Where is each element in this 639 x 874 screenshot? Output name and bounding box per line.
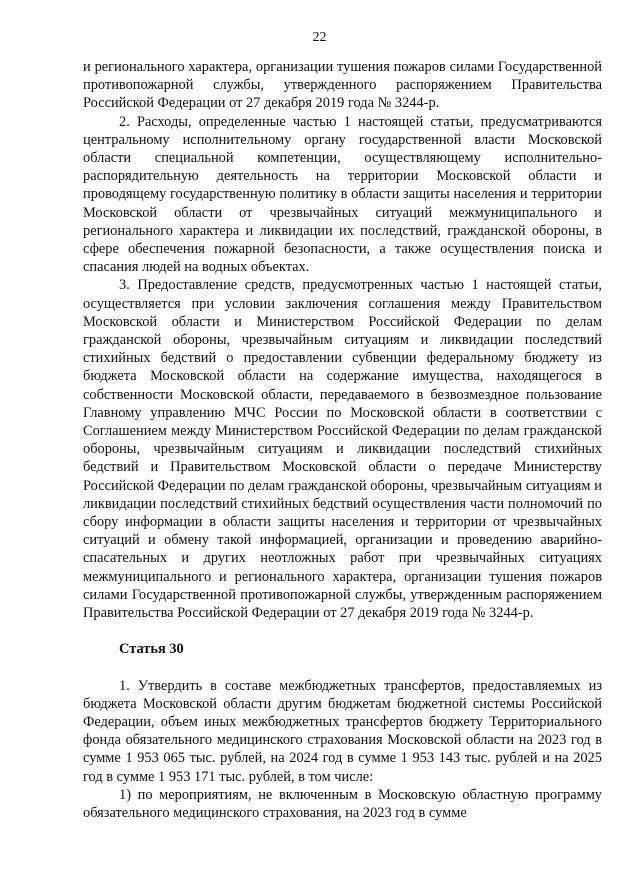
paragraph-2: 2. Расходы, определенные частью 1 настоящей статьи, предусматриваются центральному исполнительному органу государственной власти Московской области специальной компетенции, осуществляющему исполнительно-распорядительную деятельность на территории Московской области и проводящему государственную политику в области защиты населения и территории Московской области от чрезвычайных ситуаций межмуниципального и регионального характера и ликвидации их последствий, гражданской обороны, в сфере обеспечения пожарной безопасности, а также осуществления поиска и спасания людей на водных объектах. (83, 113, 602, 276)
article-item-1: 1) по мероприятиям, не включенным в Московскую областную программу обязательного медицинского страхования, на 2023 год в сумме (83, 786, 602, 821)
paragraph-continuation: и регионального характера, организации тушения пожаров силами Государственной противопожарной службы, утвержденного распоряжением Правительства Российской Федерации от 27 декабря 2019 года № 3244-р. (83, 59, 602, 112)
document-body (83, 58, 602, 822)
article-paragraph-1: 1. Утвердить в составе межбюджетных трансфертов, предоставляемых из бюджета Московской области другим бюджетам бюджетной системы Российской Федерации, объем иных межбюджетных трансфертов бюджету Территориального фонда обязательного медицинского страхования Московской области на 2023 год в сумме 1 953 065 тыс. рублей, на 2024 год в сумме 1 953 143 тыс. рублей и на 2025 год в сумме 1 953 171 тыс. рублей, в том числе: (83, 677, 602, 785)
page-number: 22 (312, 30, 327, 45)
paragraph-3: 3. Предоставление средств, предусмотренных частью 1 настоящей статьи, осуществляется при условии заключения соглашения между Правительством Московской области и Министерством Российской Федерации по делам гражданской обороны, чрезвычайным ситуациям и ликвидации последствий стихийных бедствий о предоставлении субвенции федеральному бюджету из бюджета Московской области на содержание имущества, находящегося в собственности Московской области, передаваемого в безвозмездное пользование Главному управлению МЧС России по Московской области в соответствии с Соглашением между Министерством Российской Федерации по делам гражданской обороны, чрезвычайным ситуациям и ликвидации последствий стихийных бедствий и Правительством Московской области о передаче Министерству Российской Федерации по делам гражданской обороны, чрезвычайным ситуациям и ликвидации последствий стихийных бедствий осуществления части полномочий по сбору информации в области защиты населения и территории от чрезвычайных ситуаций и обмену такой информацией, организации и проведению аварийно-спасательных и других неотложных работ при чрезвычайных ситуациях межмуниципального и регионального характера, организации тушения пожаров силами Государственной противопожарной службы, утвержденным распоряжением Правительства Российской Федерации от 27 декабря 2019 года № 3244-р. (83, 277, 602, 622)
article-heading: Статья 30 (119, 641, 184, 658)
